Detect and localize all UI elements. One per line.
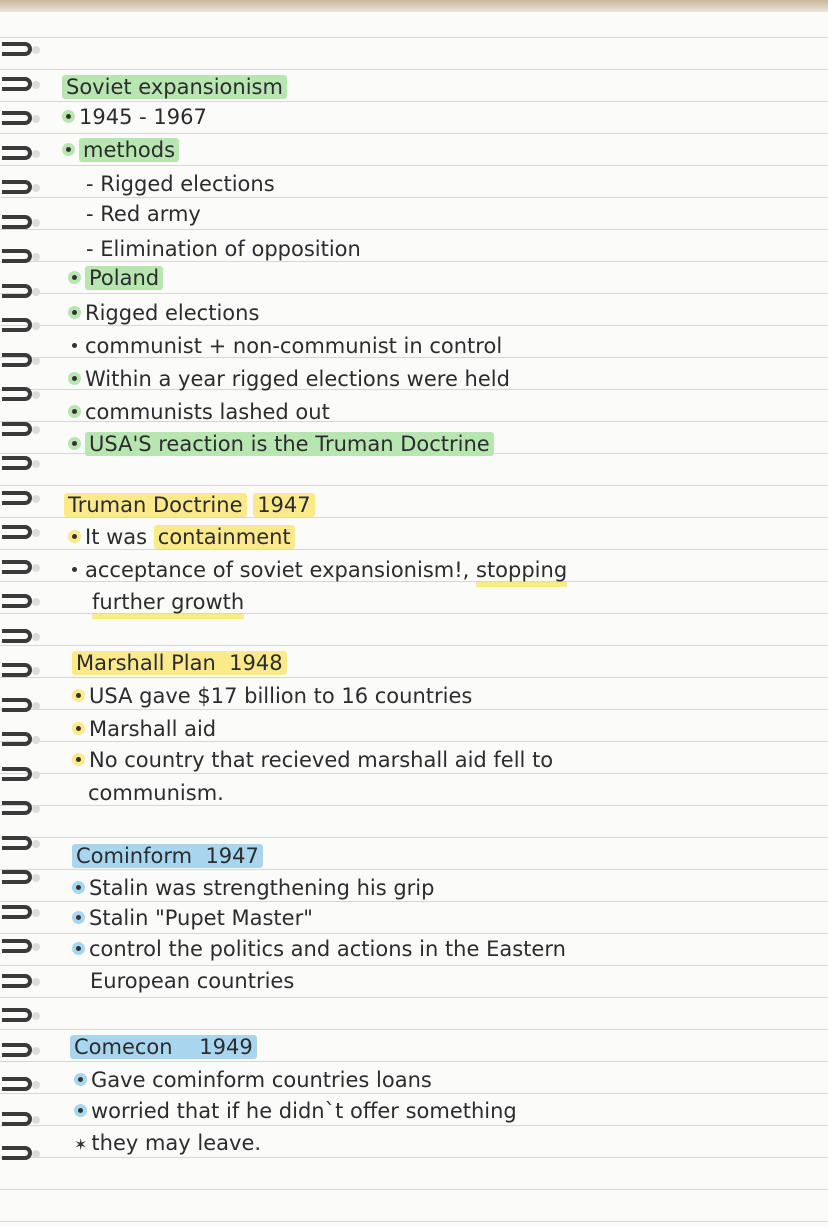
poland-heading: Poland — [68, 265, 163, 291]
punch-hole — [32, 288, 40, 296]
bullet-icon — [72, 753, 85, 766]
star-bullet-icon: ✶ — [74, 1135, 88, 1154]
spiral-coil — [2, 765, 38, 785]
method-item: - Red army — [86, 202, 201, 226]
coil-wire — [2, 870, 32, 884]
bullet-icon — [68, 339, 81, 352]
methods-heading: methods — [62, 137, 179, 163]
punch-hole — [32, 633, 40, 641]
coil-wire — [2, 249, 32, 263]
cominform-point: control the politics and actions in the Eastern — [72, 936, 566, 962]
coil-wire — [2, 629, 32, 643]
spiral-coil — [2, 109, 38, 129]
spiral-coil — [2, 1041, 38, 1061]
punch-hole — [32, 702, 40, 710]
coil-wire — [2, 1112, 32, 1126]
coil-wire — [2, 560, 32, 574]
spiral-coil — [2, 420, 38, 440]
comecon-point: Gave cominform countries loans — [74, 1067, 432, 1093]
spiral-coil — [2, 558, 38, 578]
spiral-coil — [2, 247, 38, 267]
punch-hole — [32, 771, 40, 779]
punch-hole — [32, 667, 40, 675]
spiral-coil — [2, 1006, 38, 1026]
punch-hole — [32, 357, 40, 365]
coil-wire — [2, 1077, 32, 1091]
coil-wire — [2, 767, 32, 781]
bullet-icon — [72, 942, 85, 955]
spiral-coil — [2, 937, 38, 957]
coil-wire — [2, 525, 32, 539]
coil-wire — [2, 974, 32, 988]
truman-point: It was containment — [68, 524, 295, 550]
spiral-coil — [2, 592, 38, 612]
cominform-point: Stalin "Pupet Master" — [72, 905, 313, 931]
spiral-coil — [2, 1110, 38, 1130]
bullet-icon — [68, 306, 81, 319]
coil-wire — [2, 905, 32, 919]
coil-wire — [2, 491, 32, 505]
truman-point-continuation: further growth — [92, 589, 244, 615]
coil-wire — [2, 284, 32, 298]
coil-wire — [2, 594, 32, 608]
truman-point: acceptance of soviet expansionism!, stopping — [68, 557, 567, 583]
punch-hole — [32, 943, 40, 951]
punch-hole — [32, 840, 40, 848]
punch-hole — [32, 391, 40, 399]
marshall-point-continuation: communism. — [88, 781, 224, 805]
coil-wire — [2, 387, 32, 401]
punch-hole — [32, 805, 40, 813]
punch-hole — [32, 598, 40, 606]
punch-hole — [32, 1116, 40, 1124]
spiral-coil — [2, 316, 38, 336]
punch-hole — [32, 219, 40, 227]
section-title-cominform: Cominform 1947 — [72, 843, 263, 869]
punch-hole — [32, 1150, 40, 1158]
coil-wire — [2, 111, 32, 125]
bullet-icon — [62, 143, 75, 156]
spiral-coil — [2, 1075, 38, 1095]
coil-wire — [2, 663, 32, 677]
bullet-icon — [74, 1104, 87, 1117]
method-item: - Elimination of opposition — [86, 237, 361, 261]
punch-hole — [32, 874, 40, 882]
cominform-point: Stalin was strengthening his grip — [72, 875, 434, 901]
coil-wire — [2, 180, 32, 194]
coil-wire — [2, 146, 32, 160]
comecon-point: ✶ they may leave. — [74, 1131, 262, 1155]
bullet-icon — [74, 1073, 87, 1086]
punch-hole — [32, 495, 40, 503]
section-title-truman: Truman Doctrine 1947 — [64, 492, 315, 518]
punch-hole — [32, 909, 40, 917]
page-top-edge — [0, 0, 828, 12]
bullet-icon — [72, 911, 85, 924]
spiral-coil — [2, 1144, 38, 1164]
marshall-point: No country that recieved marshall aid fell to — [72, 747, 553, 773]
section-title-marshall: Marshall Plan 1948 — [72, 650, 287, 676]
marshall-point: Marshall aid — [72, 716, 216, 742]
bullet-icon — [68, 563, 81, 576]
section-title-soviet: Soviet expansionism — [62, 74, 287, 100]
bullet-icon — [62, 110, 75, 123]
spiral-coil — [2, 489, 38, 509]
spiral-coil — [2, 144, 38, 164]
spiral-coil — [2, 834, 38, 854]
method-item: - Rigged elections — [86, 172, 275, 196]
bullet-icon — [68, 271, 81, 284]
coil-wire — [2, 1008, 32, 1022]
punch-hole — [32, 736, 40, 744]
punch-hole — [32, 529, 40, 537]
coil-wire — [2, 422, 32, 436]
punch-hole — [32, 564, 40, 572]
marshall-point: USA gave $17 billion to 16 countries — [72, 683, 472, 709]
spiral-binding — [0, 40, 48, 1200]
usa-reaction: USA'S reaction is the Truman Doctrine — [68, 431, 494, 457]
spiral-coil — [2, 385, 38, 405]
coil-wire — [2, 1043, 32, 1057]
punch-hole — [32, 1047, 40, 1055]
bullet-icon — [72, 722, 85, 735]
soviet-years: 1945 - 1967 — [62, 104, 207, 130]
poland-point: Rigged elections — [68, 300, 259, 326]
punch-hole — [32, 1012, 40, 1020]
coil-wire — [2, 732, 32, 746]
section-title-comecon: Comecon 1949 — [70, 1034, 257, 1060]
spiral-coil — [2, 213, 38, 233]
poland-point: communist + non-communist in control — [68, 333, 502, 359]
spiral-coil — [2, 972, 38, 992]
spiral-coil — [2, 282, 38, 302]
bullet-icon — [68, 405, 81, 418]
coil-wire — [2, 77, 32, 91]
punch-hole — [32, 426, 40, 434]
coil-wire — [2, 1146, 32, 1160]
punch-hole — [32, 978, 40, 986]
spiral-coil — [2, 799, 38, 819]
punch-hole — [32, 1081, 40, 1089]
poland-point: communists lashed out — [68, 399, 330, 425]
spiral-coil — [2, 40, 38, 60]
coil-wire — [2, 801, 32, 815]
punch-hole — [32, 184, 40, 192]
bullet-icon — [72, 881, 85, 894]
punch-hole — [32, 150, 40, 158]
bullet-icon — [68, 437, 81, 450]
comecon-point: worried that if he didn`t offer something — [74, 1098, 517, 1124]
punch-hole — [32, 253, 40, 261]
punch-hole — [32, 322, 40, 330]
punch-hole — [32, 81, 40, 89]
spiral-coil — [2, 696, 38, 716]
spiral-coil — [2, 730, 38, 750]
coil-wire — [2, 836, 32, 850]
spiral-coil — [2, 661, 38, 681]
spiral-coil — [2, 903, 38, 923]
punch-hole — [32, 460, 40, 468]
coil-wire — [2, 42, 32, 56]
spiral-coil — [2, 868, 38, 888]
coil-wire — [2, 456, 32, 470]
bullet-icon — [68, 372, 81, 385]
coil-wire — [2, 698, 32, 712]
punch-hole — [32, 46, 40, 54]
punch-hole — [32, 115, 40, 123]
spiral-coil — [2, 351, 38, 371]
coil-wire — [2, 215, 32, 229]
coil-wire — [2, 353, 32, 367]
spiral-coil — [2, 523, 38, 543]
bullet-icon — [68, 530, 81, 543]
spiral-coil — [2, 75, 38, 95]
coil-wire — [2, 318, 32, 332]
cominform-point-continuation: European countries — [90, 969, 295, 993]
bullet-icon — [72, 689, 85, 702]
spiral-coil — [2, 454, 38, 474]
coil-wire — [2, 939, 32, 953]
spiral-coil — [2, 178, 38, 198]
spiral-coil — [2, 627, 38, 647]
poland-point: Within a year rigged elections were held — [68, 366, 510, 392]
